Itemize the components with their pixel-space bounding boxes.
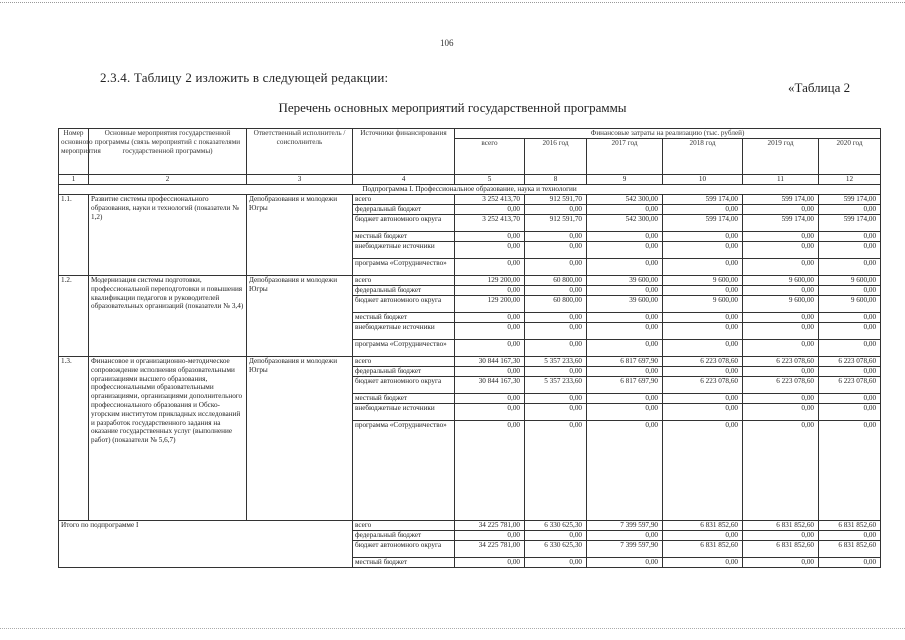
amount-cell: 60 800,00 [525,296,587,313]
event-number: 1.1. [59,195,89,276]
funding-source: бюджет автономного округа [353,215,455,232]
amount-cell: 0,00 [819,558,881,568]
header-event: Основные мероприятия государственной программы (связь мероприятий с показателями государственной программы) [89,129,247,175]
event-name: Модернизация системы подготовки, профессиональной переподготовки и повышения квалификации педагогов и руководителей образовательных организаций (показатели № 3,4) [89,276,247,357]
amount-cell: 0,00 [525,242,587,259]
amount-cell: 60 800,00 [525,276,587,286]
amount-cell: 0,00 [663,232,743,242]
amount-cell: 0,00 [587,340,663,357]
amount-cell: 0,00 [819,259,881,276]
amount-cell: 0,00 [819,404,881,421]
event-executor: Депобразования и молодежи Югры [247,276,353,357]
amount-cell: 0,00 [587,394,663,404]
amount-cell: 0,00 [587,323,663,340]
amount-cell: 0,00 [587,259,663,276]
amount-cell: 5 357 233,60 [525,377,587,394]
amount-cell: 3 252 413,70 [455,195,525,205]
amount-cell: 0,00 [819,242,881,259]
amount-cell: 0,00 [587,286,663,296]
header-total: всего [455,139,525,175]
amount-cell: 6 223 078,60 [819,357,881,367]
amount-cell: 0,00 [743,340,819,357]
amount-cell: 39 600,00 [587,296,663,313]
amount-cell: 0,00 [587,232,663,242]
amount-cell: 0,00 [525,340,587,357]
header-exec: Ответственный исполнитель / соисполнитель [247,129,353,175]
column-number: 12 [819,175,881,185]
amount-cell: 34 225 781,00 [455,521,525,531]
amount-cell: 3 252 413,70 [455,215,525,232]
amount-cell: 0,00 [455,421,525,521]
amount-cell: 599 174,00 [663,195,743,205]
amount-cell: 0,00 [587,531,663,541]
amount-cell: 0,00 [455,340,525,357]
amount-cell: 0,00 [743,394,819,404]
funding-source: внебюджетные источники [353,242,455,259]
table-row [59,195,881,205]
event-name: Развитие системы профессионального образования, науки и технологий (показатели № 1,2) [89,195,247,276]
amount-cell: 0,00 [743,421,819,521]
funding-source: местный бюджет [353,232,455,242]
amount-cell: 0,00 [819,531,881,541]
amount-cell: 0,00 [587,242,663,259]
amount-cell: 0,00 [663,394,743,404]
amount-cell: 9 600,00 [743,296,819,313]
amount-cell: 0,00 [525,421,587,521]
amount-cell: 0,00 [587,421,663,521]
funding-source: всего [353,195,455,205]
amount-cell: 0,00 [455,259,525,276]
column-number: 8 [525,175,587,185]
funding-source: бюджет автономного округа [353,296,455,313]
amount-cell: 0,00 [743,367,819,377]
amount-cell: 0,00 [743,286,819,296]
amount-cell: 9 600,00 [743,276,819,286]
amount-cell: 0,00 [525,531,587,541]
amount-cell: 0,00 [525,313,587,323]
amount-cell: 0,00 [525,205,587,215]
amount-cell: 0,00 [663,531,743,541]
amount-cell: 6 831 852,60 [743,541,819,558]
funding-source: бюджет автономного округа [353,541,455,558]
amount-cell: 0,00 [743,323,819,340]
event-executor: Депобразования и молодежи Югры [247,195,353,276]
amount-cell: 599 174,00 [743,195,819,205]
funding-source: федеральный бюджет [353,286,455,296]
amount-cell: 0,00 [663,205,743,215]
amount-cell: 0,00 [587,313,663,323]
amount-cell: 6 223 078,60 [663,377,743,394]
amount-cell: 0,00 [663,421,743,521]
amount-cell: 0,00 [525,367,587,377]
amount-cell: 0,00 [663,259,743,276]
amount-cell: 0,00 [587,205,663,215]
amount-cell: 0,00 [743,205,819,215]
amount-cell: 0,00 [525,323,587,340]
amount-cell: 9 600,00 [819,276,881,286]
amount-cell: 6 330 625,30 [525,541,587,558]
amount-cell: 9 600,00 [663,276,743,286]
totals-label: Итого по подпрограмме I [59,521,353,568]
header-year: 2017 год [587,139,663,175]
amount-cell: 39 600,00 [587,276,663,286]
amount-cell: 599 174,00 [819,215,881,232]
header-year: 2016 год [525,139,587,175]
amount-cell: 129 200,00 [455,296,525,313]
amount-cell: 6 831 852,60 [743,521,819,531]
funding-source: федеральный бюджет [353,205,455,215]
amount-cell: 599 174,00 [743,215,819,232]
header-num: Номер основного мероприятия [59,129,89,175]
amount-cell: 0,00 [819,232,881,242]
amount-cell: 0,00 [663,367,743,377]
funding-source: всего [353,357,455,367]
amount-cell: 0,00 [455,367,525,377]
amount-cell: 9 600,00 [663,296,743,313]
amount-cell: 0,00 [663,404,743,421]
amount-cell: 0,00 [819,394,881,404]
amount-cell: 34 225 781,00 [455,541,525,558]
amount-cell: 6 223 078,60 [743,357,819,367]
amount-cell: 0,00 [587,404,663,421]
header-source: Источники финансирования [353,129,455,175]
column-numbers-row [59,175,881,185]
event-number: 1.3. [59,357,89,521]
funding-source: всего [353,521,455,531]
funding-source: программа «Сотрудничество» [353,259,455,276]
amount-cell: 6 831 852,60 [819,541,881,558]
total-row [59,521,881,531]
amount-cell: 0,00 [743,404,819,421]
column-number: 2 [89,175,247,185]
amount-cell: 0,00 [743,558,819,568]
amount-cell: 0,00 [525,558,587,568]
funding-source: местный бюджет [353,558,455,568]
amount-cell: 0,00 [743,232,819,242]
funding-source: всего [353,276,455,286]
section-heading: 2.3.4. Таблицу 2 изложить в следующей редакции: [100,70,389,85]
amount-cell: 30 844 167,30 [455,357,525,367]
amount-cell: 6 223 078,60 [819,377,881,394]
amount-cell: 0,00 [819,313,881,323]
amount-cell: 0,00 [587,558,663,568]
amount-cell: 6 817 697,90 [587,377,663,394]
amount-cell: 0,00 [455,404,525,421]
amount-cell: 912 591,70 [525,215,587,232]
amount-cell: 542 300,00 [587,215,663,232]
subprogram-title: Подпрограмма I. Профессиональное образование, наука и технологии [59,185,881,195]
header-year: 2018 год [663,139,743,175]
amount-cell: 599 174,00 [663,215,743,232]
events-table [58,128,881,568]
amount-cell: 0,00 [663,558,743,568]
amount-cell: 6 223 078,60 [743,377,819,394]
funding-source: бюджет автономного округа [353,377,455,394]
amount-cell: 6 817 697,90 [587,357,663,367]
column-number: 1 [59,175,89,185]
funding-source: внебюджетные источники [353,323,455,340]
amount-cell: 0,00 [455,558,525,568]
amount-cell: 7 399 597,90 [587,541,663,558]
amount-cell: 6 831 852,60 [663,521,743,531]
table-row [59,276,881,286]
scan-edge-bottom [0,628,905,629]
amount-cell: 0,00 [455,313,525,323]
amount-cell: 0,00 [525,259,587,276]
amount-cell: 0,00 [663,286,743,296]
event-name: Финансовое и организационно-методическое сопровождение исполнения образовательными организациями высшего образования, профессиональными образовательными организациями, организациями дополнительного профессионального образования и Обско-угорским институтом прикладных исследований и разработок государственного задания на оказание государственных услуг (выполнение работ) (показатели № 5,6,7) [89,357,247,521]
amount-cell: 912 591,70 [525,195,587,205]
amount-cell: 0,00 [455,232,525,242]
amount-cell: 0,00 [663,242,743,259]
amount-cell: 7 399 597,90 [587,521,663,531]
amount-cell: 9 600,00 [819,296,881,313]
table-note: «Таблица 2 [788,80,851,95]
funding-source: программа «Сотрудничество» [353,340,455,357]
column-number: 4 [353,175,455,185]
amount-cell: 0,00 [743,531,819,541]
funding-source: программа «Сотрудничество» [353,421,455,521]
amount-cell: 0,00 [455,531,525,541]
amount-cell: 0,00 [525,394,587,404]
column-number: 10 [663,175,743,185]
amount-cell: 30 844 167,30 [455,377,525,394]
table-title: Перечень основных мероприятий государственной программы [278,100,627,115]
amount-cell: 0,00 [819,286,881,296]
amount-cell: 0,00 [663,340,743,357]
amount-cell: 0,00 [819,367,881,377]
amount-cell: 0,00 [455,205,525,215]
amount-cell: 542 300,00 [587,195,663,205]
amount-cell: 0,00 [525,286,587,296]
amount-cell: 599 174,00 [819,195,881,205]
column-number: 5 [455,175,525,185]
funding-source: внебюджетные источники [353,404,455,421]
funding-source: местный бюджет [353,394,455,404]
event-executor: Депобразования и молодежи Югры [247,357,353,521]
amount-cell: 0,00 [819,205,881,215]
scan-edge-top [0,2,905,3]
amount-cell: 0,00 [743,242,819,259]
amount-cell: 0,00 [819,340,881,357]
amount-cell: 0,00 [743,259,819,276]
amount-cell: 6 330 625,30 [525,521,587,531]
column-number: 11 [743,175,819,185]
amount-cell: 0,00 [819,323,881,340]
page-number: 106 [440,38,454,48]
amount-cell: 6 831 852,60 [663,541,743,558]
amount-cell: 0,00 [455,394,525,404]
amount-cell: 129 200,00 [455,276,525,286]
table-row [59,357,881,367]
funding-source: федеральный бюджет [353,531,455,541]
amount-cell: 5 357 233,60 [525,357,587,367]
funding-source: федеральный бюджет [353,367,455,377]
header-year: 2019 год [743,139,819,175]
amount-cell: 6 223 078,60 [663,357,743,367]
amount-cell: 0,00 [587,367,663,377]
amount-cell: 0,00 [455,286,525,296]
amount-cell: 0,00 [525,232,587,242]
header-fin: Финансовые затраты на реализацию (тыс. рублей) [455,129,881,139]
funding-source: местный бюджет [353,313,455,323]
amount-cell: 0,00 [743,313,819,323]
column-number: 9 [587,175,663,185]
amount-cell: 0,00 [525,404,587,421]
event-number: 1.2. [59,276,89,357]
amount-cell: 0,00 [455,323,525,340]
amount-cell: 0,00 [455,242,525,259]
header-year: 2020 год [819,139,881,175]
amount-cell: 0,00 [663,323,743,340]
amount-cell: 0,00 [819,421,881,521]
column-number: 3 [247,175,353,185]
amount-cell: 0,00 [663,313,743,323]
amount-cell: 6 831 852,60 [819,521,881,531]
